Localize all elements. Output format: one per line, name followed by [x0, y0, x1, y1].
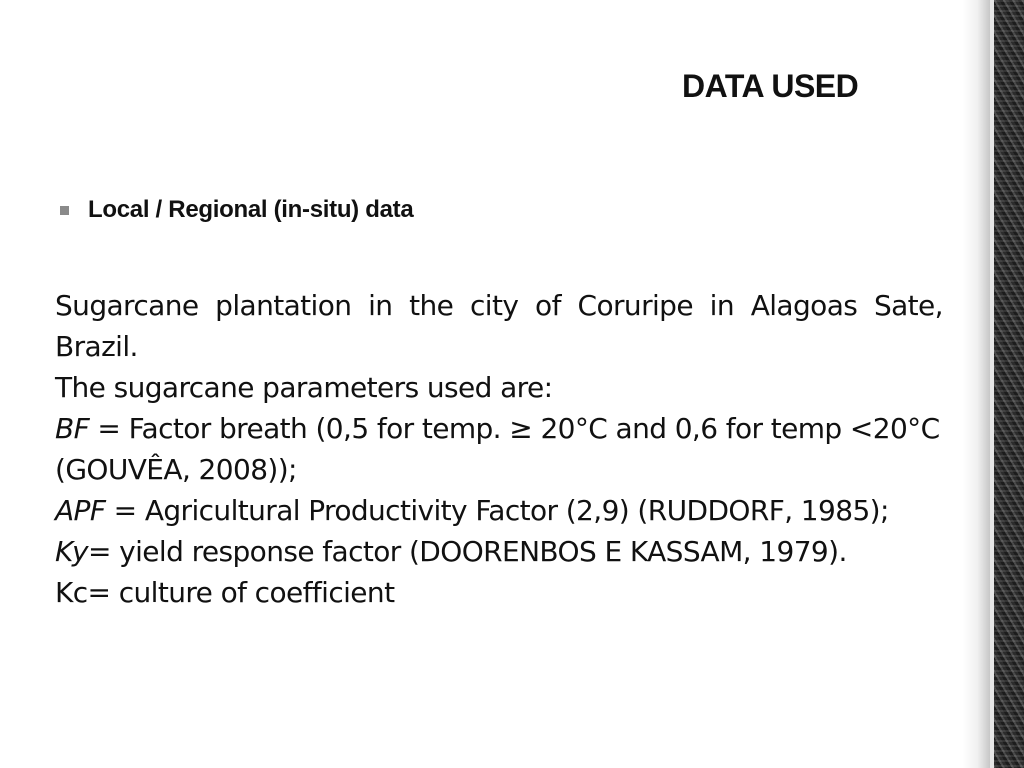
term-bf: BF — [55, 412, 90, 445]
square-bullet-icon — [60, 206, 69, 215]
paragraph-kc: Kc= culture of coefficient — [55, 576, 395, 609]
paragraph-apf: APF = Agricultural Productivity Factor (2,9) (RUDDORF, 1985); — [55, 494, 889, 527]
body-text — [55, 285, 943, 613]
slide-title: DATA USED — [682, 68, 859, 104]
term-ky: Ky — [55, 535, 88, 568]
side-band-highlight — [990, 0, 994, 768]
bullet-text: Local / Regional (in-situ) data — [88, 196, 414, 223]
bullet-item — [60, 194, 413, 226]
decorative-side-band — [990, 0, 1024, 768]
paragraph-parameters-intro: The sugarcane parameters used are: — [55, 371, 553, 404]
term-apf: APF — [55, 494, 106, 527]
edge-shadow — [962, 0, 990, 768]
paragraph-bf: BF = Factor breath (0,5 for temp. ≥ 20°C and 0,6 for temp <20°C (GOUVÊA, 2008)); — [55, 412, 940, 486]
paragraph-location: Sugarcane plantation in the city of Coruripe in Alagoas Sate, Brazil. — [55, 289, 943, 363]
paragraph-ky: Ky= yield response factor (DOORENBOS E KASSAM, 1979). — [55, 535, 847, 568]
